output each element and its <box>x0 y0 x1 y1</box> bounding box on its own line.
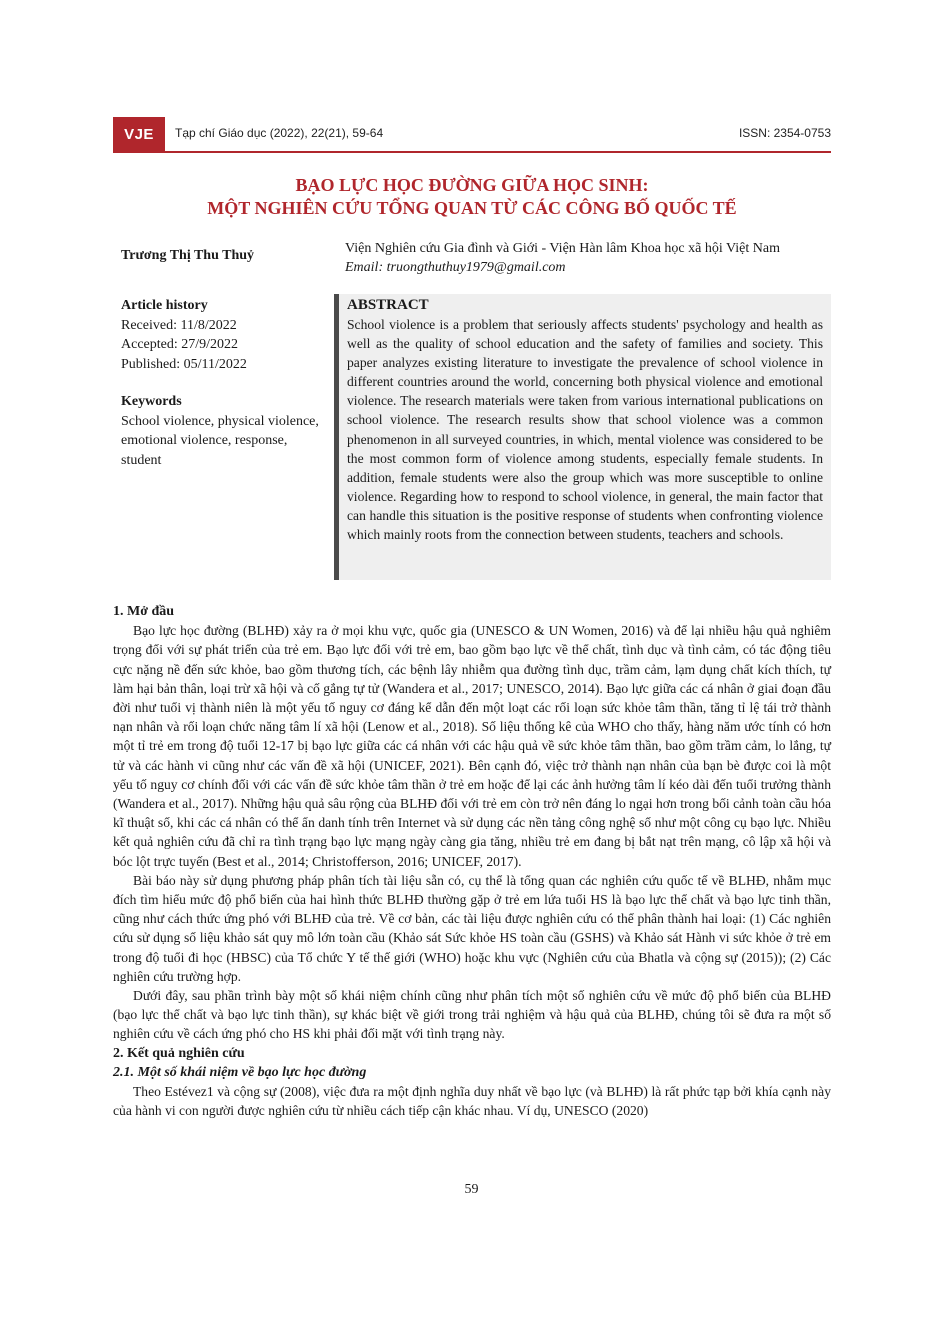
issn: ISSN: 2354-0753 <box>738 126 831 140</box>
page-number: 59 <box>464 1182 479 1197</box>
body-paragraph: Bài báo này sử dụng phương pháp phân tích tài liệu sẵn có, cụ thể là tổng quan các nghiên cứu quốc tế về BLHĐ, nhằm mục đích tìm hiểu mức độ phổ biến của hai hình thức BLHĐ thường gặp ở trẻ em lứa tuổi HS là bạo lực thể chất và bạo lực tinh thần, cũng như cách thức ứng phó với BLHĐ của trẻ. Về cơ bản, các tài liệu được nghiên cứu có thể phân thành hai loại: (1) Các nghiên cứu sử dụng số liệu khảo sát quy mô lớn toàn cầu (Khảo sát Sức khỏe HS toàn cầu (GSHS) và Khảo sát Hành vi sức khỏe ở trẻ em trong độ tuổi đi học (HBSC) của Tổ chức Y tế thế giới (WHO) hoặc khu vực (Nghiên cứu của Bhatla và cộng sự (2015)); (2) Các nghiên cứu trường hợp. <box>113 872 831 984</box>
article-history-heading: Article history <box>121 298 208 313</box>
journal-header <box>113 117 831 151</box>
abstract-box <box>334 294 831 580</box>
title-line-1: BẠO LỰC HỌC ĐƯỜNG GIỮA HỌC SINH: <box>295 175 649 195</box>
body-paragraph: Theo Estévez1 và cộng sự (2008), việc đưa ra một định nghĩa duy nhất về bạo lực (và BLHĐ) là rất phức tạp bởi khía cạnh này của hành vi con người được nghiên cứu từ nhiều cách tiếp cận khác nhau. Ví dụ, UNESCO (2020) <box>113 1084 831 1119</box>
author-name: Trương Thị Thu Thuỷ <box>121 248 255 263</box>
body-paragraph: Bạo lực học đường (BLHĐ) xảy ra ở mọi khu vực, quốc gia (UNESCO & UN Women, 2016) và để lại nhiều hậu quả nghiêm trọng đối với sự phát triển của trẻ em. Bạo lực đối với trẻ em, bao gồm bạo lực về thể chất, tình dục và tình cảm, có tác động tiêu cực nặng nề đến sức khỏe, bao gồm thương tích, các bệnh lây nhiễm qua đường tình dục, trầm cảm, lạm dụng chất kích thích, tự làm hại bản thân, loại trừ xã hội và cố gắng tự tử (Wandera et al., 2017; UNESCO, 2014). Bạo lực giữa các cá nhân ở giai đoạn đầu đời như tuổi vị thành niên là một yếu tố nguy cơ đáng kể dẫn đến một loạt các rối loạn sức khỏe tâm thần, tăng tỉ lệ tái trở thành nạn nhân và rối loạn chức năng tâm lí xã hội (Lenow et al., 2018). Số liệu thống kê của WHO cho thấy, hàng năm ước tính có hơn một tỉ trẻ em trong độ tuổi 12-17 bị bạo lực giữa các cá nhân với các hậu quả về sức khỏe tâm thần, bao gồm trầm cảm, lo lắng, tự tử và các hành vi cũng như các vấn đề xã hội (UNICEF, 2021). Bên cạnh đó, việc trở thành nạn nhân của bạn bè được coi là một yếu tố nguy cơ chính đối với các vấn đề sức khỏe tâm thần ở trẻ em hoặc để lại các ảnh hưởng tâm lí kéo dài đến tuổi trưởng thành (Wandera et al., 2017). Những hậu quả sâu rộng của BLHĐ đối với trẻ em còn trở nên đáng lo ngại hơn trong bối cảnh toàn cầu hóa kĩ thuật số, khi các cá nhân có thể ẩn danh tính trên Internet và sử dụng các nền tảng công nghệ số như một công cụ bạo lực. Nhiều kết quả nghiên cứu đã chỉ ra tình trạng bạo lực mạng ngày càng gia tăng, nhiều trẻ em đang bị bắt nạt trên mạng, cô lập xã hội và bóc lột trực tuyến (Best et al., 2014; Christofferson, 2016; UNICEF, 2017). <box>113 623 831 869</box>
article-info-sidebar <box>121 296 321 470</box>
keywords-heading: Keywords <box>121 394 182 409</box>
keywords-text: School violence, physical violence, emotional violence, response, student <box>121 413 319 468</box>
body-paragraph: Dưới đây, sau phần trình bày một số khái niệm chính cũng như phân tích một số nghiên cứu về mức độ phổ biến của BLHĐ (bạo lực thể chất và bạo lực tinh thần), sự khác biệt về giới trong trải nghiệm và hậu quả của BLHĐ, chúng tôi sẽ đưa ra một số nghiên cứu về cách ứng phó cho HS khi phải đối mặt với tình trạng này. <box>113 988 831 1042</box>
received-date: Received: 11/8/2022 <box>121 317 237 333</box>
section-heading-results: 2. Kết quả nghiên cứu <box>113 1045 245 1061</box>
author-email: Email: truongthuthuy1979@gmail.com <box>345 260 566 275</box>
published-date: Published: 05/11/2022 <box>121 356 247 372</box>
subsection-heading-concepts: 2.1. Một số khái niệm về bạo lực học đường <box>113 1064 367 1080</box>
journal-reference: Tạp chí Giáo dục (2022), 22(21), 59-64 <box>175 126 384 140</box>
section-heading-intro: 1. Mở đầu <box>113 604 175 619</box>
journal-badge: VJE <box>113 117 165 151</box>
article-title <box>113 174 831 220</box>
abstract-text: School violence is a problem that seriously affects students' psychology and health as well as the quality of school education and the safety of families and society. This paper analyzes existing literature to investigate the prevalence of school violence in different countries around the world, concerning both physical violence and emotional violence. The research materials were taken from various international publications on school violence. The research results show that school violence was a common phenomenon in all surveyed countries, in which, mental violence was considered to be the most common form of violence among students, especially female students. In addition, female students were also the group which was more susceptible to online violence. Regarding how to respond to school violence, in general, the main factor that can handle this situation is the positive response of students when confronting violence which mainly roots from the connection between students, teachers and schools. <box>347 317 823 543</box>
title-line-2: MỘT NGHIÊN CỨU TỔNG QUAN TỪ CÁC CÔNG BỐ QUỐC TẾ <box>207 198 737 218</box>
author-affiliation-block <box>345 239 845 277</box>
accepted-date: Accepted: 27/9/2022 <box>121 337 239 352</box>
header-divider <box>113 151 831 153</box>
author-affiliation: Viện Nghiên cứu Gia đình và Giới - Viện Hàn lâm Khoa học xã hội Việt Nam <box>345 241 780 256</box>
article-body <box>113 602 831 1120</box>
abstract-heading: ABSTRACT <box>347 297 429 313</box>
